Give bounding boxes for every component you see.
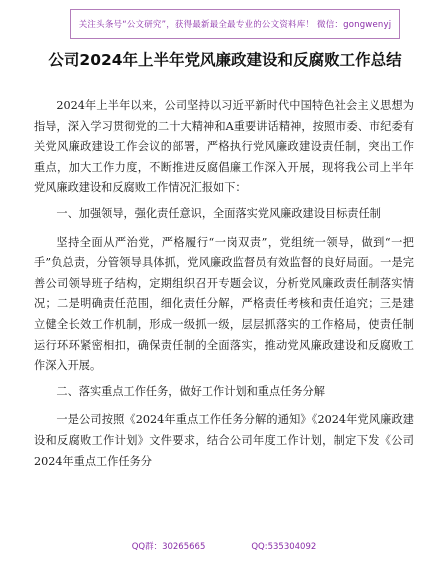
section-heading-1: 一、加强领导，强化责任意识，全面落实党风廉政建设目标责任制 [56, 206, 381, 220]
section-2-paragraph: 一是公司按照《2024年重点工作任务分解的通知》《2024年党风廉政建设和反腐败工作计划》文件要求，结合公司年度工作计划，制定下发《公司2024年重点工作任务分 [34, 413, 414, 468]
header-banner: 关注头条号“公文研究”，获得最新最全最专业的公文资料库！ 微信：gongwenyj [70, 9, 400, 39]
intro-paragraph: 2024年上半年以来，公司坚持以习近平新时代中国特色社会主义思想为指导，深入学习贯彻党的二十大精神和A重要讲话精神，按照市委、市纪委有关党风廉政建设工作会议的部署，严格执行党风廉政建设责任制，突出工作重点，加大工作力度，不断推进反腐倡廉工作深入开展，现将我公司上半年党风廉政建设和反腐败工作情况汇报如下： [34, 99, 414, 195]
footer-contact [0, 540, 448, 552]
document-title: 公司2024年上半年党风廉政建设和反腐败工作总结 [48, 51, 402, 69]
section-1-paragraph: 坚持全面从严治党，严格履行“一岗双责”，党组统一领导，做到“一把手”负总责，分管领导具体抓，党风廉政监督员有效监督的良好局面。一是完善公司领导班子结构，定期组织召开专题会议，分析党风廉政责任制落实情况；二是明确责任范围，细化责任分解，严格责任考核和责任追究；三是建立健全长效工作机制，形成一级抓一级，层层抓落实的工作格局，使责任制运行环环紧密相扣，确保责任制的全面落实，推动党风廉政建设和反腐败工作深入开展。 [34, 235, 414, 373]
section-heading-2: 二、落实重点工作任务，做好工作计划和重点任务分解 [56, 384, 325, 398]
footer-qq-group: QQ群：30265665 [131, 542, 206, 552]
footer-qq: QQ:535304092 [251, 542, 317, 552]
document-body [34, 96, 414, 477]
